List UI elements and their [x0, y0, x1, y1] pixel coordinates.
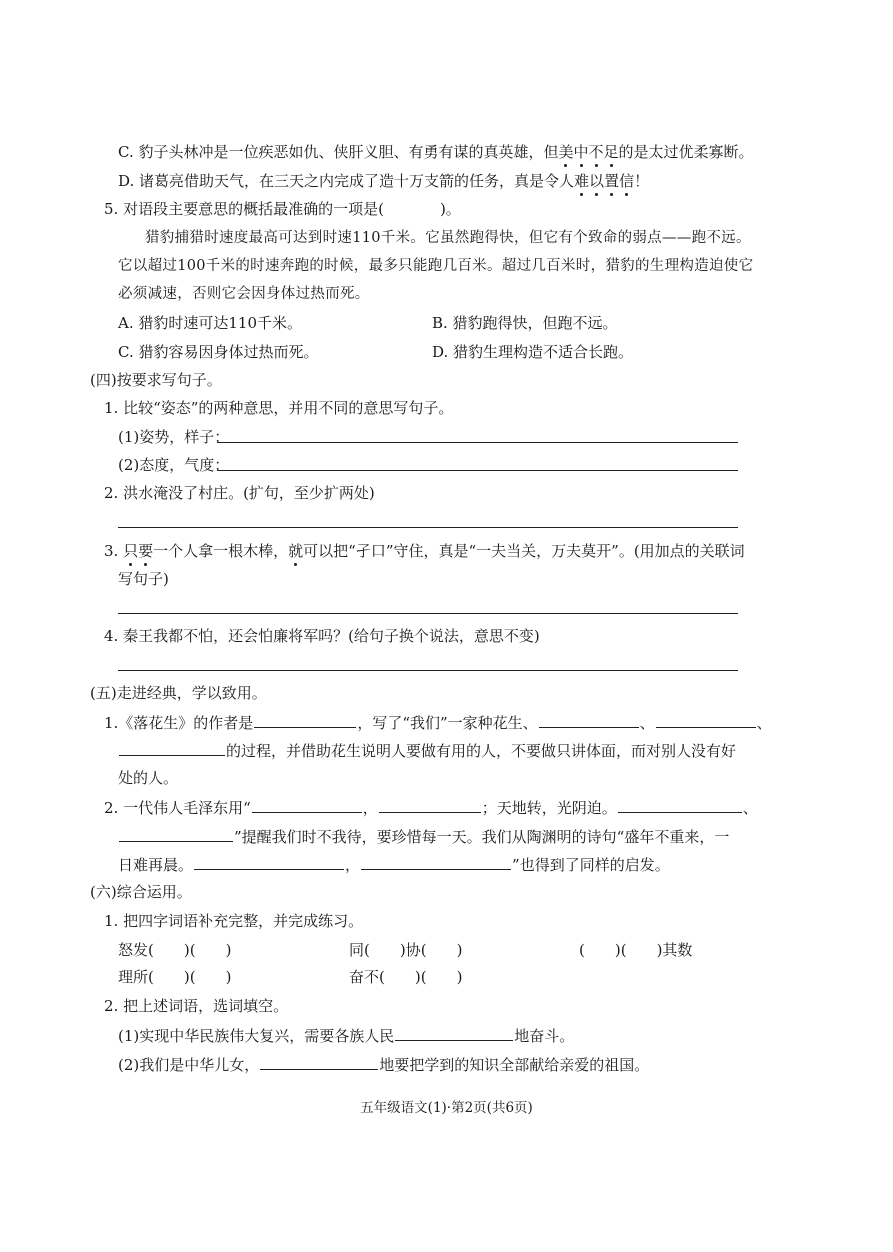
- sec5-q2-blank-3[interactable]: [618, 797, 742, 813]
- sec6-q2-1: [118, 1025, 574, 1046]
- sec5-q1-blank-3[interactable]: [119, 740, 225, 756]
- sec5-q1-c: 、: [639, 714, 655, 732]
- q4-d-text: D. 诸葛亮借助天气，在三天之内完成了造十万支箭的任务，真是令人: [118, 172, 575, 190]
- sec6-q2-2-blank[interactable]: [260, 1054, 378, 1070]
- sec4-q3-dotted-2: [288, 542, 303, 560]
- sec4-q3-num: 3.: [104, 542, 124, 560]
- sec5-q2-a: 2. 一代伟人毛泽东用“: [104, 799, 251, 817]
- sec5-q2-line1: [104, 797, 758, 818]
- section-6-title: (六)综合运用。: [90, 883, 192, 901]
- idiom-2[interactable]: [349, 940, 462, 960]
- sec6-q2-1-end: 地奋斗。: [514, 1027, 575, 1045]
- section-5-title: (五)走进经典，学以致用。: [90, 684, 267, 702]
- sec6-q2-1-text: (1)实现中华民族伟大复兴，需要各族人民: [118, 1027, 395, 1045]
- sec5-q1-blank-1[interactable]: [539, 712, 639, 728]
- sec5-q2-b: ，: [362, 799, 378, 817]
- idiom-1-part3: ): [225, 941, 232, 959]
- idiom-5-part2: )(: [414, 968, 427, 986]
- sec5-q2-blank-1[interactable]: [252, 797, 362, 813]
- sec6-q2: 2. 把上述词语，选词填空。: [104, 997, 289, 1015]
- sec5-q1-blank-2[interactable]: [656, 712, 756, 728]
- sec4-q1-2-label: (2)态度，气度：: [118, 456, 230, 474]
- idiom-2-part3: ): [456, 941, 463, 959]
- sec4-q3-dotted-1: [123, 542, 153, 560]
- idiom-3-part1: (: [579, 941, 585, 959]
- sec4-q1-2-answer-line[interactable]: [217, 469, 738, 471]
- sec5-q2-g: ，: [345, 856, 361, 874]
- sec5-q1-a: 1.《落花生》的作者是: [104, 714, 254, 732]
- q5-question-text: 5. 对语段主要意思的概括最准确的一项是(: [104, 200, 384, 218]
- q4-option-c: [118, 142, 754, 162]
- sec5-q2-blank-6[interactable]: [361, 854, 511, 870]
- idiom-4[interactable]: [118, 967, 231, 987]
- dotted-char: 难: [574, 172, 590, 190]
- idiom-5-part3: ): [456, 968, 463, 986]
- sec5-q2-line2: [118, 826, 729, 847]
- idiom-4-part3: ): [225, 968, 232, 986]
- idiom-5-part1: 奋不(: [349, 968, 385, 986]
- idiom-4-part1: 理所(: [118, 968, 154, 986]
- idiom-1-part1: 怒发(: [118, 941, 154, 959]
- idiom-2-part2: )协(: [399, 941, 427, 959]
- idiom-2-part1: 同(: [349, 941, 370, 959]
- q5-option-a[interactable]: A. 猎豹时速可达110千米。: [118, 314, 302, 332]
- idiom-3-part2: )(: [614, 941, 627, 959]
- sec5-q1-b: ，写了“我们”一家种花生、: [357, 714, 538, 732]
- q4-option-d: [118, 171, 649, 191]
- q5-question-end: )。: [439, 200, 461, 218]
- dotted-char: 置: [604, 172, 620, 190]
- sec4-q2: 2. 洪水淹没了村庄。(扩句，至少扩两处): [104, 484, 375, 502]
- sec4-q4-answer-line[interactable]: [118, 669, 738, 671]
- sec5-q1-line1: [104, 712, 772, 733]
- sec6-q2-2-text: (2)我们是中华儿女，: [118, 1056, 260, 1074]
- sec5-q2-e: ”提醒我们时不我待，要珍惜每一天。我们从陶渊明的诗句“盛年不重来，一: [234, 828, 730, 846]
- q5-passage-line-2: 它以超过100千米的时速奔跑的时候，最多只能跑几百米。超过几百米时，猎豹的生理构造迫使它: [118, 258, 754, 274]
- sec4-q1: 1. 比较“姿态”的两种意思，并用不同的意思写句子。: [104, 399, 454, 417]
- sec5-q1-e: 的过程，并借助花生说明人要做有用的人，不要做只讲体面，而对别人没有好: [226, 742, 737, 760]
- sec5-q1-line3: 处的人。: [118, 769, 179, 787]
- q4-c-text: C. 豹子头林冲是一位疾恶如仇、侠肝义胆、有勇有谋的真英雄，但: [118, 143, 559, 161]
- idiom-4-part2: )(: [183, 968, 196, 986]
- sec5-q1-line2: [118, 740, 736, 761]
- sec4-q3: [104, 541, 745, 561]
- sec4-q2-answer-line[interactable]: [118, 526, 738, 528]
- q5-passage-line-3: 必须减速，否则它会因身体过热而死。: [118, 286, 370, 302]
- dotted-char: 美: [558, 143, 574, 161]
- sec6-q2-2: [118, 1054, 649, 1075]
- sec5-q2-blank-5[interactable]: [194, 854, 344, 870]
- sec6-q1: 1. 把四字词语补充完整，并完成练习。: [104, 912, 364, 930]
- sec5-q2-h: ”也得到了同样的启发。: [512, 856, 670, 874]
- q5-option-c[interactable]: C. 猎豹容易因身体过热而死。: [118, 343, 319, 361]
- dotted-char: 要: [138, 542, 154, 560]
- dotted-char: 不: [588, 143, 604, 161]
- sec6-q2-1-blank[interactable]: [395, 1025, 513, 1041]
- sec5-q1-d: 、: [756, 714, 772, 732]
- idiom-3[interactable]: [579, 940, 692, 960]
- sec4-q3-line2: 写句子): [118, 570, 169, 588]
- sec5-q2-blank-2[interactable]: [379, 797, 481, 813]
- sec4-q1-1-answer-line[interactable]: [217, 441, 738, 443]
- dotted-char: 信: [619, 172, 635, 190]
- q5-option-d[interactable]: D. 猎豹生理构造不适合长跑。: [432, 343, 634, 361]
- idiom-1-part2: )(: [183, 941, 196, 959]
- sec4-q3-answer-line[interactable]: [118, 612, 738, 614]
- q4-d-dotted: [574, 172, 634, 190]
- sec4-q4: 4. 秦王我都不怕，还会怕廉将军吗？(给句子换个说法，意思不变): [104, 627, 540, 645]
- dotted-char: 以: [589, 172, 605, 190]
- dotted-char: 只: [123, 542, 139, 560]
- q4-c-dotted: [558, 143, 618, 161]
- sec5-q2-d: 、: [742, 799, 758, 817]
- page-footer: 五年级语文(1)·第2页(共6页): [360, 1100, 533, 1116]
- section-4-title: (四)按要求写句子。: [90, 371, 222, 389]
- dotted-char: 就: [288, 542, 304, 560]
- idiom-5[interactable]: [349, 967, 462, 987]
- sec4-q1-1-label: (1)姿势，样子：: [118, 428, 230, 446]
- q5-passage-line-1: 猎豹捕猎时速度最高可达到时速110千米。它虽然跑得快，但它有个致命的弱点——跑不远。: [145, 230, 751, 246]
- sec5-q2-blank-4[interactable]: [119, 826, 233, 842]
- sec5-q2-line3: [118, 854, 670, 875]
- sec5-q2-f: 日难再晨。: [118, 856, 194, 874]
- idiom-3-part3: )其数: [656, 941, 693, 959]
- q5-question: [104, 199, 461, 219]
- q4-d-text-end: ！: [634, 172, 650, 190]
- sec4-q3-post: 可以把“孑口”守住，真是“一夫当关，万夫莫开”。(用加点的关联词: [303, 542, 745, 560]
- sec5-q2-c: ；天地转，光阴迫。: [481, 799, 617, 817]
- sec5-q1-blank-author[interactable]: [254, 712, 356, 728]
- q4-c-text-end: 的是太过优柔寡断。: [618, 143, 754, 161]
- sec6-q2-2-end: 地要把学到的知识全部献给亲爱的祖国。: [379, 1056, 650, 1074]
- dotted-char: 中: [573, 143, 589, 161]
- q5-option-b[interactable]: B. 猎豹跑得快，但跑不远。: [432, 314, 618, 332]
- idiom-1[interactable]: [118, 940, 231, 960]
- sec4-q3-mid: 一个人拿一根木棒，: [153, 542, 289, 560]
- dotted-char: 足: [603, 143, 619, 161]
